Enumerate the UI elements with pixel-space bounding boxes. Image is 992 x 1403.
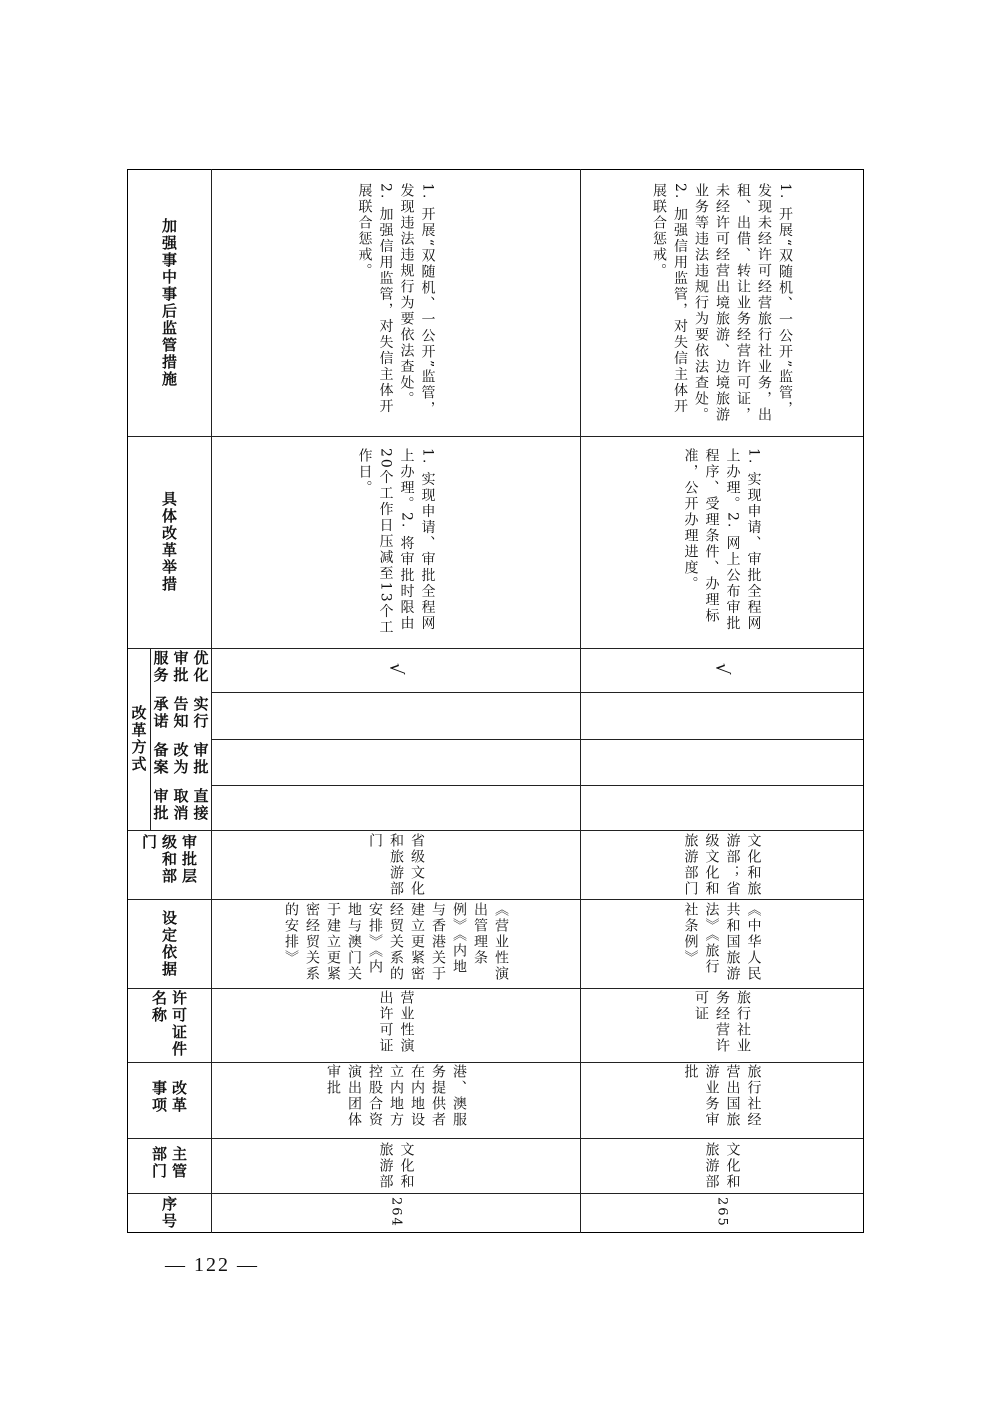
row-264-supervision <box>211 169 580 436</box>
row-264-dept-text: 文化和旅游部 <box>377 1141 415 1190</box>
header-mode-filing <box>150 739 211 785</box>
row-264-license <box>211 988 580 1062</box>
header-mode-cancel-text: 直接取消审批 <box>151 787 210 822</box>
header-level-text: 审批层级和部门 <box>140 833 198 885</box>
row-264-mode-notify <box>211 692 580 739</box>
row-265-seq <box>580 1193 863 1232</box>
row-264-dept <box>211 1138 580 1193</box>
header-item-text: 改革事项 <box>150 1080 188 1114</box>
header-supervision-text: 加强事中事后监管措施 <box>160 217 178 388</box>
row-264-seq-text: 264 <box>388 1197 404 1228</box>
row-264-basis <box>211 899 580 988</box>
row-265-mode-optimize <box>580 648 863 692</box>
row-264-supervision-text: 1. 开展“双随机、一公开”监管，发现违法违规行为要依法查处。2. 加强信用监管，对失信主体开展联合惩戒。 <box>356 182 436 417</box>
header-mode-optimize-text: 优化审批服务 <box>151 650 210 684</box>
row-265-seq-text: 265 <box>714 1197 730 1228</box>
row-264-item <box>211 1062 580 1138</box>
row-264-item-text: 港、澳服务提供者在内地设立内地方控股合资演出团体审批 <box>325 1064 467 1128</box>
header-reform-mode <box>127 648 150 830</box>
page-number: — 122 — <box>165 1254 259 1276</box>
header-dept <box>127 1138 211 1193</box>
header-license-text: 许可证件名称 <box>150 990 188 1058</box>
row-264-level <box>211 830 580 899</box>
row-264-level-text: 省级文化和旅游部门 <box>367 832 425 897</box>
header-measures <box>127 436 211 648</box>
header-seq-text: 序号 <box>160 1195 178 1230</box>
header-level <box>127 830 211 899</box>
row-265-level-text: 文化和旅游部；省级文化和旅游部门 <box>682 832 762 897</box>
row-265-dept <box>580 1138 863 1193</box>
row-264-mode-optimize <box>211 648 580 692</box>
header-mode-optimize <box>150 648 211 692</box>
row-264-mode-cancel <box>211 785 580 830</box>
header-mode-filing-text: 审批改为备案 <box>151 742 210 776</box>
row-264-mode-filing <box>211 739 580 785</box>
rotated-reform-table <box>127 169 864 1233</box>
header-basis-text: 设定依据 <box>160 909 178 978</box>
row-265-dept-text: 文化和旅游部 <box>703 1141 741 1190</box>
row-265-supervision <box>580 169 863 436</box>
row-265-item-text: 旅行社经营出国旅游业务审批 <box>682 1064 762 1128</box>
row-265-license <box>580 988 863 1062</box>
row-265-level <box>580 830 863 899</box>
row-265-measures-text: 1. 实现申请、审批全程网上办理。2. 网上公布审批程序、受理条件、办理标准，公开办理进度。 <box>682 448 762 632</box>
header-basis <box>127 899 211 988</box>
header-mode-notify-text: 实行告知承诺 <box>151 695 210 730</box>
row-264-checkmark: √ <box>385 663 407 677</box>
row-265-mode-filing <box>580 739 863 785</box>
row-264-license-text: 营业性演出许可证 <box>377 990 415 1054</box>
row-265-basis-text: 《中华人民共和国旅游法》《旅行社条例》 <box>682 901 762 982</box>
row-264-measures-text: 1. 实现申请、审批全程网上办理。2. 将审批时限由20个工作日压减至13个工作日。 <box>356 448 436 636</box>
row-265-checkmark: √ <box>711 663 733 677</box>
header-dept-text: 主管部门 <box>150 1145 188 1180</box>
row-265-supervision-text: 1. 开展“双随机、一公开”监管，发现未经许可经营旅行社业务，出租、出借、转让业务经营许可证，未经许可经营出境旅游、边境旅游业务等违法违规行为要依法查处。2. 加强信用监管，对失信主体开展联合惩戒。 <box>651 182 793 423</box>
row-265-basis <box>580 899 863 988</box>
header-mode-notify <box>150 692 211 739</box>
header-license <box>127 988 211 1062</box>
header-item <box>127 1062 211 1138</box>
header-measures-text: 具体改革举措 <box>160 491 178 593</box>
header-reform-mode-text: 改革方式 <box>129 705 148 773</box>
row-265-license-text: 旅行社业务经营许可证 <box>693 990 751 1054</box>
header-supervision <box>127 169 211 436</box>
header-seq <box>127 1193 211 1232</box>
row-265-measures <box>580 436 863 648</box>
header-mode-cancel <box>150 785 211 830</box>
row-265-mode-cancel <box>580 785 863 830</box>
row-265-mode-notify <box>580 692 863 739</box>
row-264-measures <box>211 436 580 648</box>
row-264-seq <box>211 1193 580 1232</box>
row-265-item <box>580 1062 863 1138</box>
row-264-basis-text: 《营业性演出管理条例》《内地与香港关于建立更紧密经贸关系的安排》《内地与澳门关于建立更紧密经贸关系的安排》 <box>283 901 509 982</box>
